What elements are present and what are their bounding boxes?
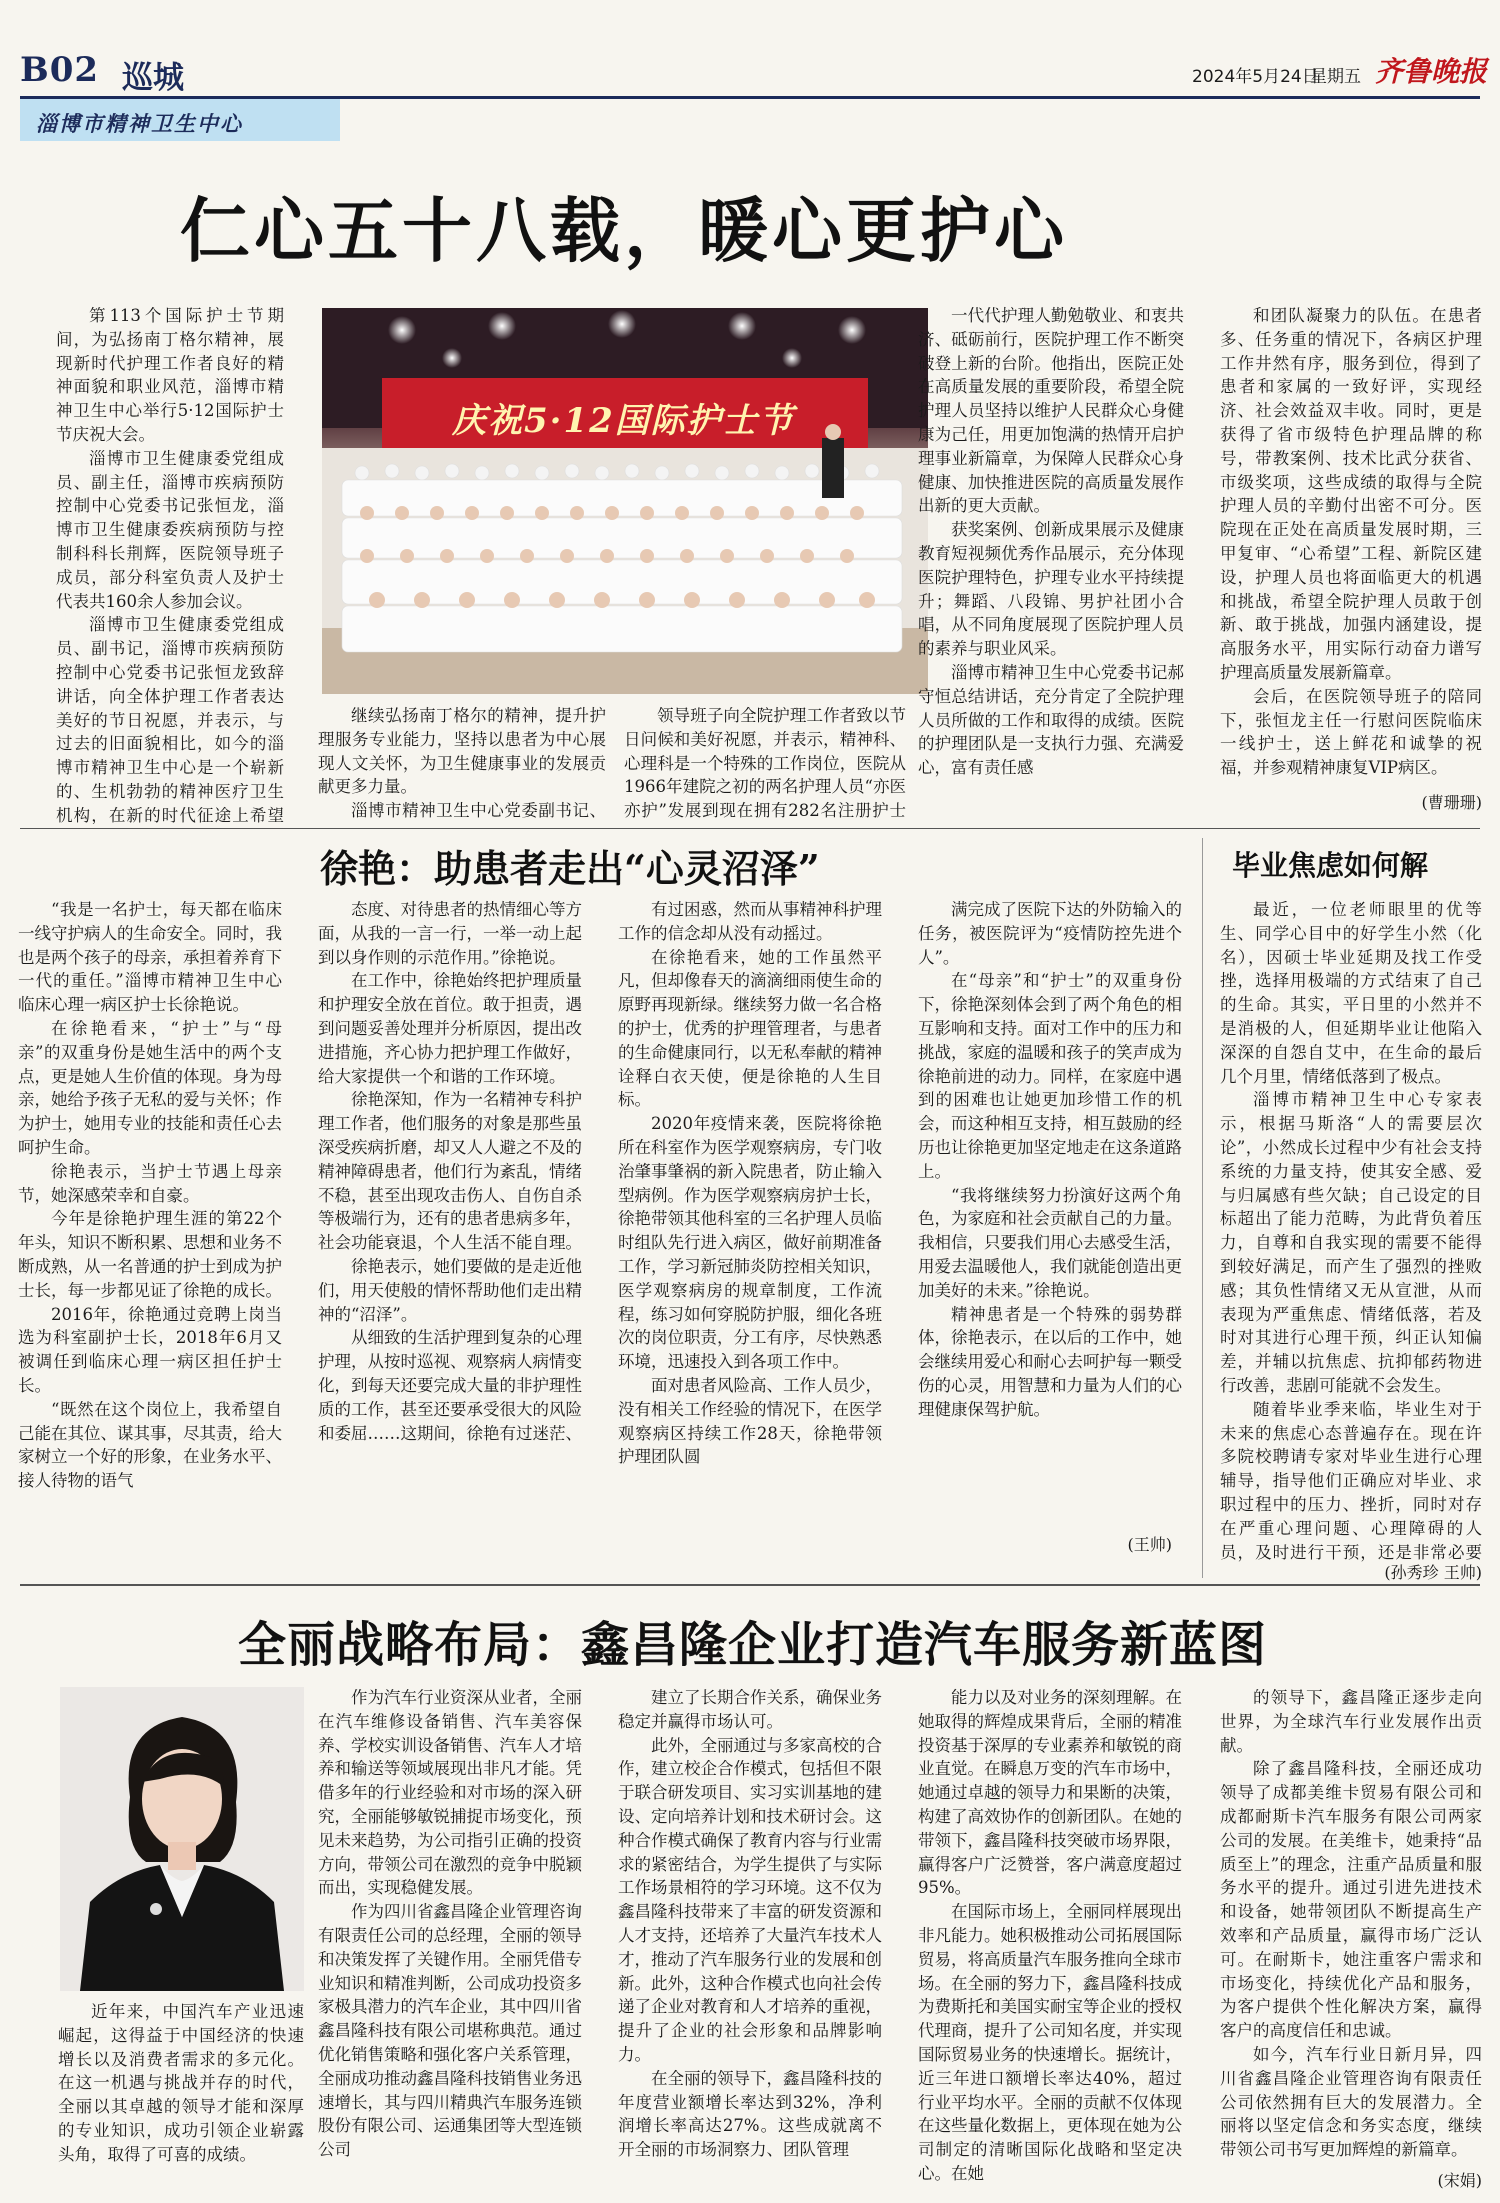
paragraph: 淄博市卫生健康委党组成员、副书记，淄博市疾病预防控制中心党委书记张恒龙致辞讲话，向全体护理工作者表达美好的节日祝愿，并表示，与过去的旧面貌相比，如今的淄博市精神卫生中心是一个崭新的、生机勃勃的精神医疗卫生机构，在新的时代征途上希望	[56, 615, 284, 824]
paragraph: 作为汽车行业资深从业者，全丽在汽车维修设备销售、汽车美容保养、学校实训设备销售、汽车人才培养和输送等领域展现出非凡才能。凭借多年的行业经验和对市场的深入研究，全丽能够敏锐捕捉市场变化，预见未来趋势，为公司指引正确的投资方向，带领公司在激烈的竞争中脱颖而出，实现稳健发展。	[318, 1688, 582, 1898]
paragraph: 在工作中，徐艳始终把护理质量和护理安全放在首位。敢于担责，遇到问题妥善处理并分析原因，提出改进措施，齐心协力把护理工作做好，给大家提供一个和谐的工作环境。	[318, 971, 582, 1086]
article1-byline: (曹珊珊)	[1421, 793, 1482, 812]
article1-headline: 仁心五十八载，暖心更护心	[180, 189, 1068, 272]
page-number: B02	[20, 50, 100, 90]
paragraph: 徐艳表示，她们要做的是走近他们，用天使般的情怀帮助他们走出精神的“沼泽”。	[318, 1256, 582, 1324]
portrait-photo	[60, 1687, 304, 1991]
paragraph: 和团队凝聚力的队伍。在患者多、任务重的情况下，各病区护理工作井然有序，服务到位，得到了患者和家属的一致好评，实现经济、社会效益双丰收。同时，更是获得了省市级特色护理品牌的称号，带教案例、技术比武分获省、市级奖项，这些成绩的取得与全院护理人员的辛勤付出密不可分。医院现在正处在高质量发展时期，三甲复审、“心希望”工程、新院区建设，护理人员也将面临更大的机遇和挑战，希望全院护理人员敢于创新、敢于挑战，加强内涵建设，提高服务水平，用实际行动奋力谱写护理高质量发展新篇章。	[1220, 306, 1482, 682]
paragraph: 会后，在医院领导班子的陪同下，张恒龙主任一行慰问医院临床一线护士，送上鲜花和诚挚的祝福，并参观精神康复VIP病区。	[1220, 686, 1482, 778]
divider	[20, 828, 1480, 829]
paragraph: 在徐艳看来，“护士”与“母亲”的双重身份是她生活中的两个支点，更是她人生价值的体现。身为母亲，她给予孩子无私的爱与关怀；作为护士，她用专业的技能和责任心去呵护生命。	[18, 1018, 282, 1157]
paragraph: 建立了长期合作关系，确保业务稳定并赢得市场认可。	[618, 1688, 882, 1731]
issue-weekday: 星期五	[1310, 67, 1361, 87]
issue-date: 2024年5月24日	[1192, 67, 1319, 87]
article4-col1	[318, 1686, 582, 2190]
paragraph: 如今，汽车行业日新月异，四川省鑫昌隆企业管理咨询有限责任公司依然拥有巨大的发展潜力。全丽将以坚定信念和务实态度，继续带领公司书写更加辉煌的新篇章。	[1220, 2044, 1482, 2160]
nurses-day-group-photo	[322, 308, 928, 694]
paragraph: “我将继续努力扮演好这两个角色，为家庭和社会贡献自己的力量。我相信，只要我们用心去感受生活，用爱去温暖他人，我们就能创造出更加美好的未来。”徐艳说。	[918, 1185, 1182, 1300]
paragraph: 精神患者是一个特殊的弱势群体，徐艳表示，在以后的工作中，她会继续用爱心和耐心去呵护每一颗受伤的心灵，用智慧和力量为人们的心理健康保驾护航。	[918, 1304, 1182, 1419]
paragraph: 淄博市精神卫生中心党委副书记、	[351, 801, 606, 821]
article4-byline: (宋娟)	[1437, 2171, 1482, 2190]
paragraph: 作为四川省鑫昌隆企业管理咨询有限责任公司的总经理，全丽的领导和决策发挥了关键作用。全丽凭借专业知识和精准判断，公司成功投资多家极具潜力的汽车企业，其中四川省鑫昌隆科技有限公司堪称典范。通过优化销售策略和强化客户关系管理，全丽成功推动鑫昌隆科技销售业务迅速增长，其与四川精典汽车服务连锁股份有限公司、运通集团等大型连锁公司	[318, 1902, 582, 2160]
paragraph: 淄博市精神卫生中心专家表示，根据马斯洛“人的需要层次论”，小然成长过程中少有社会支持系统的力量支持，使其安全感、爱与归属感有些欠缺；自己设定的目标超出了能力范畴，为此背负着压力，自尊和自我实现的需要不能得到较好满足，而产生了强烈的挫败感；其负性情绪又无从宣泄，从而表现为严重焦虑、情绪低落，若及时对其进行心理干预，纠正认知偏差，并辅以抗焦虑、抗抑郁药物进行改善，悲剧可能就不会发生。	[1220, 1090, 1482, 1395]
article1-col5	[1220, 304, 1482, 792]
article4-col3	[918, 1686, 1182, 2190]
section-name: 巡城	[122, 60, 184, 96]
paragraph: 在“母亲”和“护士”的双重身份下，徐艳深刻体会到了两个角色的相互影响和支持。面对工作中的压力和挑战，家庭的温暖和孩子的笑声成为徐艳前进的动力。同样，在家庭中遇到的困难也让她更加珍惜工作的机会，而这种相互支持，相互鼓励的经历也让徐艳更加坚定地走在这条道路上。	[918, 971, 1182, 1181]
article2-col1	[18, 898, 282, 1574]
article1-col2	[318, 704, 606, 824]
paragraph: “我是一名护士，每天都在临床一线守护病人的生命安全。同时，我也是两个孩子的母亲，承担着养育下一代的重任。”淄博市精神卫生中心临床心理一病区护士长徐艳说。	[18, 900, 282, 1015]
paragraph: 淄博市精神卫生中心党委书记郝守恒总结讲话，充分肯定了全院护理人员所做的工作和取得的成绩。医院的护理团队是一支执行力强、充满爱心，富有责任感	[918, 662, 1184, 778]
nurse-figures	[342, 464, 902, 652]
article4-col0	[58, 2000, 304, 2190]
paragraph: 一代代护理人勤勉敬业、和衷共济、砥砺前行，医院护理工作不断突破登上新的台阶。他指出，医院正处在高质量发展的重要阶段，希望全院护理人员坚持以维护人民群众心身健康为己任，用更加饱满的热情开启护理事业新篇章，为保障人民群众心身健康、加快推进医院的高质量发展作出新的更大贡献。	[918, 306, 1184, 516]
paragraph: 的领导下，鑫昌隆正逐步走向世界，为全球汽车行业发展作出贡献。	[1220, 1688, 1482, 1755]
article3-body	[1220, 898, 1482, 1566]
newspaper-logo: 齐鲁晚报	[1375, 55, 1488, 88]
article2-byline: (王帅)	[1127, 1535, 1172, 1554]
article1-col1	[56, 304, 284, 824]
paragraph: 从细致的生活护理到复杂的心理护理，从按时巡视、观察病人病情变化，到每天还要完成大量的非护理性质的工作，甚至还要承受很大的风险和委屈……这期间，徐艳有过迷茫、	[318, 1328, 582, 1443]
paragraph: 在徐艳看来，她的工作虽然平凡，但却像春天的滴滴细雨使生命的原野再现新绿。继续努力做一名合格的护士，优秀的护理管理者，与患者的生命健康同行，以无私奉献的精神诠释白衣天使，便是徐艳的人生目标。	[618, 947, 882, 1110]
article4-col4	[1220, 1686, 1482, 2166]
paragraph: 在国际市场上，全丽同样展现出非凡能力。她积极推动公司拓展国际贸易，将高质量汽车服务推向全球市场。在全丽的努力下，鑫昌隆科技成为费斯托和美国实耐宝等企业的授权代理商，提升了公司知名度，并实现国际贸易业务的快速增长。据统计，近三年进口额增长率达40%，超过行业平均水平。全丽的贡献不仅体现在这些量化数据上，更体现在她为公司制定的清晰国际化战略和坚定决心。在她	[918, 1902, 1182, 2183]
paragraph: 最近，一位老师眼里的优等生、同学心目中的好学生小然（化名），因硕士毕业延期及找工作受挫，选择用极端的方式结束了自己的生命。其实，平日里的小然并不是消极的人，但延期毕业让他陷入深深的自怨自艾中，在生命的最后几个月里，情绪低落到了极点。	[1220, 900, 1482, 1086]
paragraph: 徐艳深知，作为一名精神专科护理工作者，他们服务的对象是那些虽深受疾病折磨，却又人人避之不及的精神障碍患者，他们行为紊乱，情绪不稳，甚至出现攻击伤人、自伤自杀等极端行为，还有的患者患病多年，社会功能衰退，个人生活不能自理。	[318, 1090, 582, 1253]
group-photo-illustration	[322, 308, 928, 694]
paragraph: 获奖案例、创新成果展示及健康教育短视频优秀作品展示，充分体现医院护理特色，护理专业水平持续提升；舞蹈、八段锦、男护社团小合唱，从不同角度展现了医院护理人员的素养与职业风采。	[918, 520, 1184, 659]
paragraph: 此外，全丽通过与多家高校的合作，建立校企合作模式，包括但不限于联合研发项目、实习实训基地的建设、定向培养计划和技术研讨会。这种合作模式确保了教育内容与行业需求的紧密结合，为学生提供了与实际工作场景相符的学习环境。这不仅为鑫昌隆科技带来了丰富的研发资源和人才支持，还培养了大量汽车技术人才，推动了汽车服务行业的发展和创新。此外，这种合作模式也向社会传递了企业对教育和人才培养的重视，提升了企业的社会形象和品牌影响力。	[618, 1735, 882, 2064]
paragraph: 2020年疫情来袭，医院将徐艳所在科室作为医学观察病房，专门收治肇事肇祸的新入院患者，防止输入型病例。作为医学观察病房护士长，徐艳带领其他科室的三名护理人员临时组队先行进入病区，做好前期准备工作，学习新冠肺炎防控相关知识，医学观察病房的规章制度，工作流程，练习如何穿脱防护服，细化各班次的岗位职责，分工有序，尽快熟悉环境，迅速投入到各项工作中。	[618, 1114, 882, 1372]
paragraph: 在全丽的领导下，鑫昌隆科技的年度营业额增长率达到32%，净利润增长率高达27%。这些成就离不开全丽的市场洞察力、团队管理	[618, 2068, 882, 2160]
paragraph: 徐艳表示，当护士节遇上母亲节，她深感荣幸和自豪。	[18, 1161, 282, 1205]
article2-headline: 徐艳：助患者走出“心灵沼泽”	[320, 846, 820, 891]
column-divider	[1202, 838, 1203, 1578]
article2-col4	[918, 898, 1182, 1518]
paragraph: 能力以及对业务的深刻理解。在她取得的辉煌成果背后，全丽的精准投资基于深厚的专业素养和敏锐的商业直觉。在瞬息万变的汽车市场中，她通过卓越的领导力和果断的决策，构建了高效协作的创新团队。在她的带领下，鑫昌隆科技突破市场界限，赢得客户广泛赞誉，客户满意度超过95%。	[918, 1688, 1182, 1898]
paragraph: 领导班子向全院护理工作者致以节日问候和美好祝愿，并表示，精神科、心理科是一个特殊的工作岗位，医院从1966年建院之初的两名护理人员“亦医亦护”发展到现在拥有282名注册护士	[624, 706, 906, 821]
paragraph: 淄博市卫生健康委党组成员、副主任，淄博市疾病预防控制中心党委书记张恒龙，淄博市卫生健康委疾病预防与控制科科长荆辉，医院领导班子成员，部分科室负责人及护士代表共160余人参加会议。	[56, 448, 284, 611]
article1-col4	[918, 304, 1184, 824]
paragraph: “既然在这个岗位上，我希望自己能在其位、谋其事，尽其责，给大家树立一个好的形象，在业务水平、接人待物的语气	[18, 1399, 282, 1491]
portrait-illustration	[60, 1687, 304, 1991]
paragraph: 今年是徐艳护理生涯的第22个年头，知识不断积累、思想和业务不断成熟，从一名普通的护士到成为护士长，每一步都见证了徐艳的成长。	[18, 1209, 282, 1300]
paragraph: 继续弘扬南丁格尔的精神，提升护理服务专业能力，坚持以患者为中心展现人文关怀，为卫生健康事业的发展贡献更多力量。	[318, 706, 606, 797]
sponsor-band-text: 淄博市精神卫生中心	[36, 111, 243, 136]
photo-banner-text: 庆祝5·12国际护士节	[452, 401, 795, 441]
article2-col2	[318, 898, 582, 1574]
paragraph: 随着毕业季来临，毕业生对于未来的焦虑心态普遍存在。现在许多院校聘请专家对毕业生进行心理辅导，指导他们正确应对毕业、求职过程中的压力、挫折，同时对存在严重心理问题、心理障碍的人员，及时进行干预，还是非常必要	[1220, 1399, 1482, 1562]
article4-headline: 全丽战略布局：鑫昌隆企业打造汽车服务新蓝图	[238, 1617, 1268, 1673]
article3-byline: (孙秀珍 王帅)	[1384, 1563, 1482, 1582]
paragraph: 2016年，徐艳通过竞聘上岗当选为科室副护士长，2018年6月又被调任到临床心理一病区担任护士长。	[18, 1304, 282, 1395]
article3-headline: 毕业焦虑如何解	[1232, 849, 1429, 882]
paragraph: 除了鑫昌隆科技，全丽还成功领导了成都美维卡贸易有限公司和成都耐斯卡汽车服务有限公司两家公司的发展。在美维卡，她秉持“品质至上”的理念，注重产品质量和服务水平的提升。通过引进先进技术和设备，她带领团队不断提高生产效率和产品质量，赢得市场广泛认可。在耐斯卡，她注重客户需求和市场变化，持续优化产品和服务，为客户提供个性化解决方案，赢得客户的高度信任和忠诚。	[1220, 1759, 1482, 2041]
paragraph: 第113个国际护士节期间，为弘扬南丁格尔精神，展现新时代护理工作者良好的精神面貌和职业风范，淄博市精神卫生中心举行5·12国际护士节庆祝大会。	[56, 306, 284, 444]
article2-col3	[618, 898, 882, 1574]
paragraph: 面对患者风险高、工作人员少，没有相关工作经验的情况下，在医学观察病区持续工作28天，徐艳带领护理团队圆	[618, 1375, 882, 1467]
divider	[20, 1584, 1480, 1586]
article4-col2	[618, 1686, 882, 2190]
paragraph: 满完成了医院下达的外防输入的任务，被医院评为“疫情防控先进个人”。	[918, 900, 1182, 967]
paragraph: 近年来，中国汽车产业迅速崛起，这得益于中国经济的快速增长以及消费者需求的多元化。在这一机遇与挑战并存的时代，全丽以其卓越的领导才能和深厚的专业知识，成功引领企业崭露头角，取得了可喜的成绩。	[58, 2002, 304, 2164]
paragraph: 有过困惑，然而从事精神科护理工作的信念却从没有动摇过。	[618, 900, 882, 943]
article1-col3	[624, 704, 906, 824]
paragraph: 态度、对待患者的热情细心等方面，从我的一言一行，一举一动上起到以身作则的示范作用。”徐艳说。	[318, 900, 582, 967]
